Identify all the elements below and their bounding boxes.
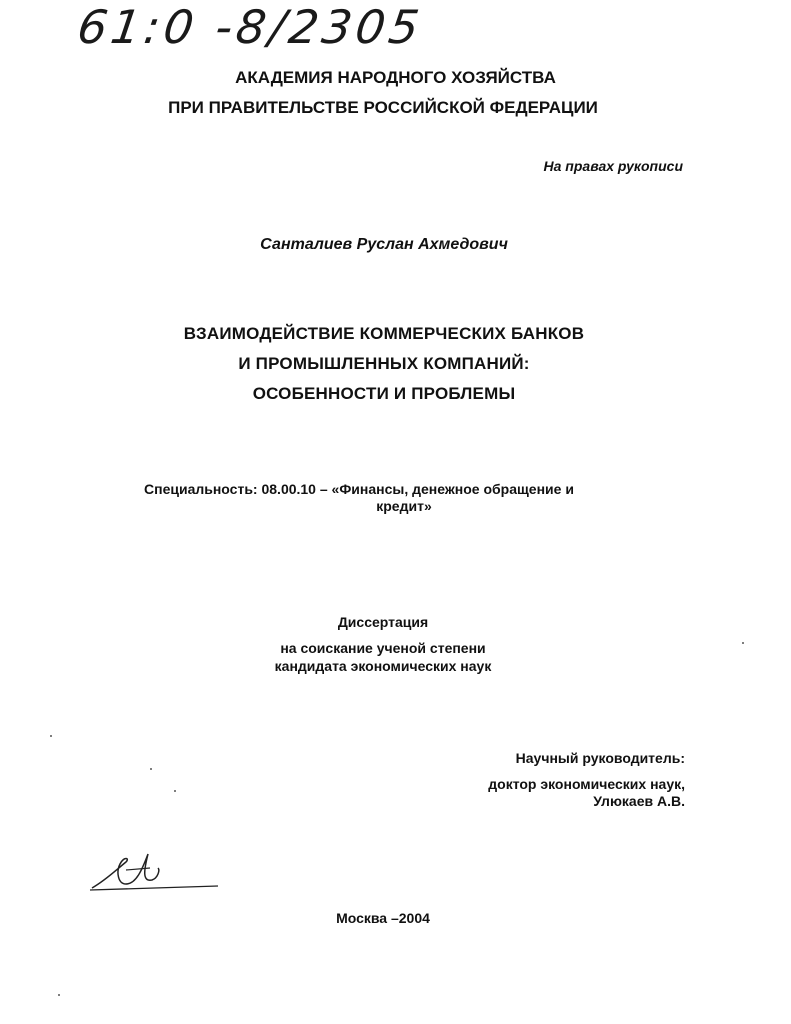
specialty-line-2: кредит» (376, 498, 432, 514)
scan-speck (150, 768, 152, 770)
supervisor-label: Научный руководитель: (515, 750, 685, 766)
manuscript-note: На правах рукописи (543, 158, 683, 174)
institution-line-2: ПРИ ПРАВИТЕЛЬСТВЕ РОССИЙСКОЙ ФЕДЕРАЦИИ (168, 98, 598, 117)
archive-number: 61:0 -8/2305 (74, 0, 427, 54)
title-line-2: И ПРОМЫШЛЕННЫХ КОМПАНИЙ: (238, 354, 530, 373)
specialty-line-1: Специальность: 08.00.10 – «Финансы, денежное обращение и (144, 481, 574, 497)
handwritten-signature (86, 840, 226, 900)
scan-speck (174, 790, 176, 792)
institution-line-1: АКАДЕМИЯ НАРОДНОГО ХОЗЯЙСТВА (235, 68, 556, 87)
supervisor-name: Улюкаев А.В. (593, 793, 685, 809)
dissertation-label: Диссертация (337, 614, 429, 630)
scan-speck (742, 642, 744, 644)
supervisor-degree: доктор экономических наук, (488, 776, 685, 792)
title-line-1: ВЗАИМОДЕЙСТВИЕ КОММЕРЧЕСКИХ БАНКОВ (183, 324, 585, 343)
title-line-3: ОСОБЕННОСТИ И ПРОБЛЕМЫ (252, 384, 516, 403)
place-and-year: Москва –2004 (336, 910, 430, 926)
author-name: Санталиев Руслан Ахмедович (260, 236, 508, 253)
scan-speck (50, 735, 52, 737)
scan-speck (58, 994, 60, 996)
degree-line-1: на соискание ученой степени (280, 640, 486, 656)
degree-line-2: кандидата экономических наук (274, 658, 492, 674)
